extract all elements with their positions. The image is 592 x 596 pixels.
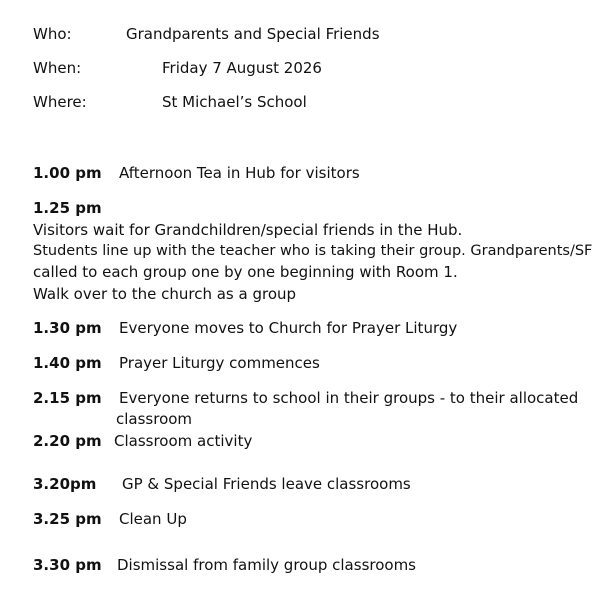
schedule-time-7: 3.20pm <box>33 475 97 493</box>
schedule-text-2-line-2: Students line up with the teacher who is taking their group. Grandparents/SF <box>33 243 592 259</box>
who-value: Grandparents and Special Friends <box>126 25 380 43</box>
where-value: St Michael’s School <box>162 93 307 111</box>
schedule-time-9: 3.30 pm <box>33 556 102 574</box>
schedule-time-1: 1.00 pm <box>33 164 102 182</box>
schedule-time-2: 1.25 pm <box>33 199 102 217</box>
schedule-text-8: Clean Up <box>119 510 187 528</box>
schedule-text-1: Afternoon Tea in Hub for visitors <box>119 164 360 182</box>
schedule-text-5-line-1: Everyone returns to school in their groups - to their allocated <box>119 389 579 407</box>
who-label: Who: <box>33 25 72 43</box>
schedule-time-3: 1.30 pm <box>33 319 102 337</box>
schedule-time-6: 2.20 pm <box>33 432 102 450</box>
when-value: Friday 7 August 2026 <box>162 59 322 77</box>
where-label: Where: <box>33 93 87 111</box>
schedule-text-2-line-4: Walk over to the church as a group <box>33 285 297 303</box>
schedule-text-5-line-2: classroom <box>116 410 193 428</box>
schedule-text-4: Prayer Liturgy commences <box>119 354 320 372</box>
schedule-time-4: 1.40 pm <box>33 354 102 372</box>
schedule-text-2-line-1: Visitors wait for Grandchildren/special friends in the Hub. <box>33 221 463 239</box>
schedule-time-8: 3.25 pm <box>33 510 102 528</box>
schedule-text-6: Classroom activity <box>114 432 253 450</box>
schedule-text-2-line-3: called to each group one by one beginning with Room 1. <box>33 263 458 281</box>
schedule-text-7: GP & Special Friends leave classrooms <box>122 475 411 493</box>
schedule-text-3: Everyone moves to Church for Prayer Liturgy <box>119 319 458 337</box>
schedule-text-9: Dismissal from family group classrooms <box>117 556 416 574</box>
when-label: When: <box>33 59 82 77</box>
schedule-time-5: 2.15 pm <box>33 389 102 407</box>
